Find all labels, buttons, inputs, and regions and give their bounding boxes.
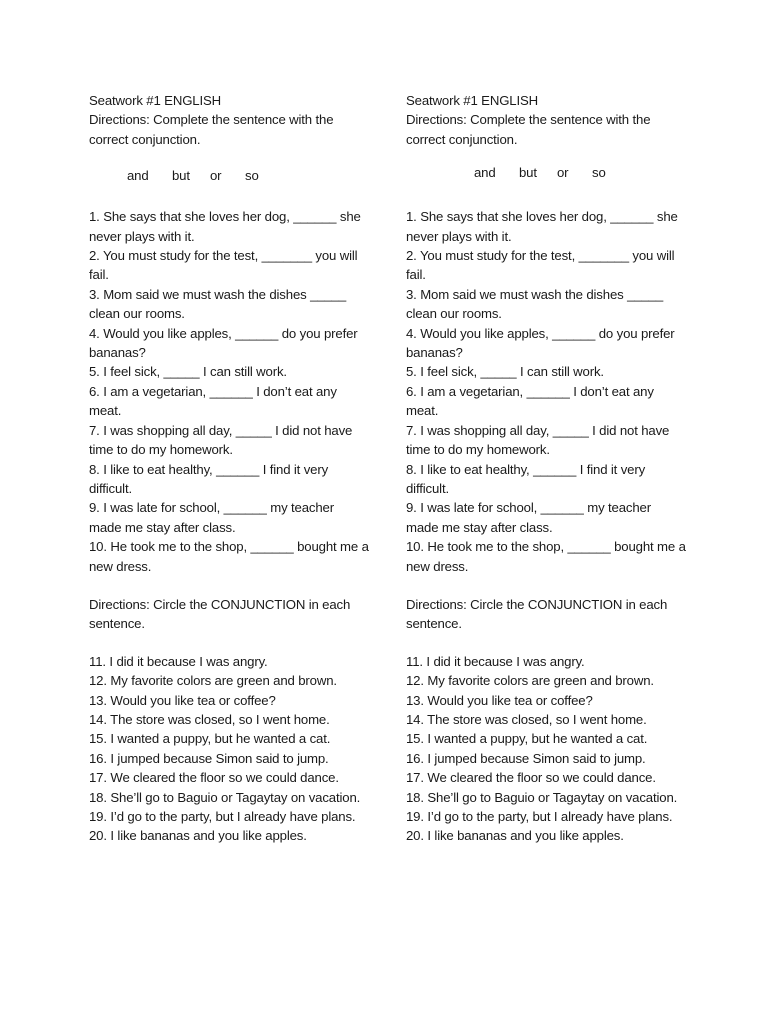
list-item: 4. Would you like apples, ______ do you prefer bananas? bbox=[406, 325, 675, 361]
spacer bbox=[406, 576, 686, 595]
list-item: 19. I’d go to the party, but I already have plans. bbox=[406, 809, 673, 824]
list-item: 7. I was shopping all day, _____ I did not have time to do my homework. bbox=[89, 422, 353, 458]
word-bank-item: and bbox=[127, 168, 149, 184]
spacer bbox=[89, 576, 369, 595]
list-item: 7. I was shopping all day, _____ I did not have time to do my homework. bbox=[406, 422, 670, 458]
list-item: 16. I jumped because Simon said to jump. bbox=[406, 750, 646, 766]
list-item: 15. I wanted a puppy, but he wanted a cat. bbox=[406, 731, 648, 747]
worksheet-title: Seatwork #1 ENGLISH bbox=[406, 93, 539, 108]
list-item: 2. You must study for the test, _______ you will fail. bbox=[406, 248, 675, 283]
list-item: 13. Would you like tea or coffee? bbox=[406, 692, 593, 708]
circle-list bbox=[406, 652, 686, 846]
list-item: 20. I like bananas and you like apples. bbox=[89, 828, 307, 844]
circle-list bbox=[89, 652, 369, 846]
list-item: 3. Mom said we must wash the dishes _____ clean our rooms. bbox=[406, 286, 664, 322]
list-item: 14. The store was closed, so I went home. bbox=[89, 711, 330, 727]
list-item: 3. Mom said we must wash the dishes _____ clean our rooms. bbox=[89, 286, 347, 322]
list-item: 10. He took me to the shop, ______ bought me a new dress. bbox=[89, 539, 369, 574]
list-item: 15. I wanted a puppy, but he wanted a cat. bbox=[89, 731, 331, 747]
list-item: 12. My favorite colors are green and brown. bbox=[406, 673, 654, 689]
word-bank-item: but bbox=[172, 168, 190, 184]
list-item: 1. She says that she loves her dog, ______ she never plays with it. bbox=[89, 209, 361, 244]
directions-circle: Directions: Circle the CONJUNCTION in each sentence. bbox=[406, 596, 668, 632]
list-item: 11. I did it because I was angry. bbox=[406, 653, 585, 669]
list-item: 6. I am a vegetarian, ______ I don’t eat any meat. bbox=[406, 383, 654, 419]
list-item: 9. I was late for school, ______ my teacher made me stay after class. bbox=[89, 500, 334, 535]
list-item: 17. We cleared the floor so we could dance. bbox=[89, 770, 339, 786]
spacer bbox=[89, 634, 369, 652]
word-bank-item: so bbox=[245, 168, 259, 184]
list-item: 14. The store was closed, so I went home. bbox=[406, 711, 647, 727]
word-bank-item: but bbox=[519, 165, 537, 181]
directions-complete: Directions: Complete the sentence with the correct conjunction. bbox=[406, 112, 651, 147]
list-item: 1. She says that she loves her dog, ______ she never plays with it. bbox=[406, 209, 678, 244]
list-item: 8. I like to eat healthy, ______ I find it very difficult. bbox=[89, 461, 329, 496]
list-item: 18. She’ll go to Baguio or Tagaytay on vacation. bbox=[406, 789, 678, 805]
list-item: 10. He took me to the shop, ______ bought me a new dress. bbox=[406, 539, 686, 574]
word-bank-item: or bbox=[557, 165, 569, 181]
list-item: 19. I’d go to the party, but I already have plans. bbox=[89, 809, 356, 824]
worksheet-left bbox=[89, 91, 369, 846]
list-item: 8. I like to eat healthy, ______ I find it very difficult. bbox=[406, 461, 646, 496]
list-item: 5. I feel sick, _____ I can still work. bbox=[406, 364, 604, 380]
word-bank-item: so bbox=[592, 165, 606, 181]
list-item: 13. Would you like tea or coffee? bbox=[89, 692, 276, 708]
list-item: 5. I feel sick, _____ I can still work. bbox=[89, 364, 287, 380]
list-item: 20. I like bananas and you like apples. bbox=[406, 828, 624, 844]
list-item: 11. I did it because I was angry. bbox=[89, 653, 268, 669]
word-bank bbox=[89, 166, 369, 185]
list-item: 18. She’ll go to Baguio or Tagaytay on vacation. bbox=[89, 789, 361, 805]
word-bank-item: and bbox=[474, 165, 496, 181]
word-bank-item: or bbox=[210, 168, 222, 184]
directions-circle: Directions: Circle the CONJUNCTION in each sentence. bbox=[89, 596, 351, 632]
worksheet-right bbox=[406, 91, 686, 846]
list-item: 12. My favorite colors are green and brown. bbox=[89, 673, 337, 689]
list-item: 17. We cleared the floor so we could dance. bbox=[406, 770, 656, 786]
fill-in-list bbox=[406, 207, 686, 576]
fill-in-list bbox=[89, 207, 369, 576]
list-item: 16. I jumped because Simon said to jump. bbox=[89, 750, 329, 766]
list-item: 4. Would you like apples, ______ do you prefer bananas? bbox=[89, 325, 358, 361]
worksheet-title: Seatwork #1 ENGLISH bbox=[89, 93, 222, 108]
word-bank bbox=[406, 166, 686, 185]
spacer bbox=[406, 634, 686, 652]
list-item: 9. I was late for school, ______ my teacher made me stay after class. bbox=[406, 500, 651, 535]
list-item: 6. I am a vegetarian, ______ I don’t eat any meat. bbox=[89, 383, 337, 419]
list-item: 2. You must study for the test, _______ you will fail. bbox=[89, 248, 358, 283]
directions-complete: Directions: Complete the sentence with the correct conjunction. bbox=[89, 112, 334, 147]
